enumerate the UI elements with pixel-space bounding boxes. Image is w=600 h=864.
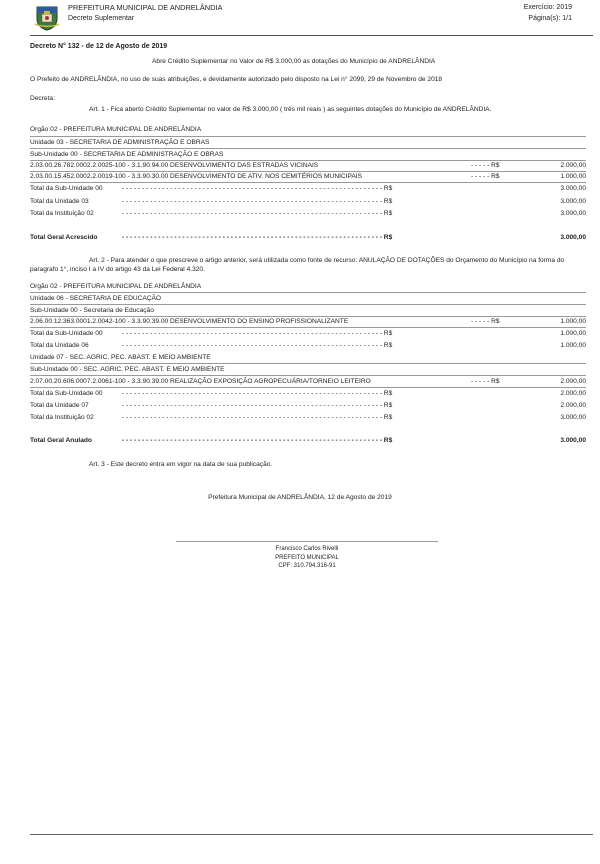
document-type: Decreto Suplementar bbox=[68, 15, 135, 22]
page-count: Página(s): 1/1 bbox=[528, 15, 572, 22]
table-row: Total da Unidade 06 - - - - - - - - - - - - - - - - - - - - - - - - - - - - - - - - - - - - - - - - - - - - - - - - - - - - - - - - - - - - - - - - - R$ 1.000,00 bbox=[30, 342, 586, 349]
signature-line bbox=[176, 541, 438, 542]
table-rule bbox=[30, 363, 586, 364]
table-row: Total da Sub-Unidade 00 - - - - - - - - - - - - - - - - - - - - - - - - - - - - - - - - - - - - - - - - - - - - - - - - - - - - - - - - - - - - - - - - - R$ 3.000,00 bbox=[30, 185, 586, 192]
table-rule bbox=[30, 148, 586, 149]
header-divider bbox=[30, 35, 593, 36]
footer-divider bbox=[30, 834, 593, 835]
table-rule bbox=[30, 316, 586, 317]
signer-name: Francisco Carlos Rivelli bbox=[275, 546, 339, 552]
subunidade-line: Sub-Unidade 00 - Secretaria de Educação bbox=[30, 307, 154, 314]
table-row: Total da Unidade 07 - - - - - - - - - - - - - - - - - - - - - - - - - - - - - - - - - - - - - - - - - - - - - - - - - - - - - - - - - - - - - - - - - R$ 2.000,00 bbox=[30, 402, 586, 409]
decree-summary: Abre Crédito Suplementar no Valor de R$ 3.000,00 as dotações do Município de ANDRELÂNDIA bbox=[152, 58, 436, 65]
table-rule bbox=[30, 160, 586, 161]
table-rule bbox=[30, 375, 586, 376]
municipal-crest-icon bbox=[34, 4, 60, 31]
article-2: Art. 2 - Para atender o que prescreve o artigo anterior, será utilizada como fonte de recurso: ANULAÇÃO DE DOTAÇÕES do Orçamento do Município na forma do paragrafo 1°, inciso I a IV do artigo 43 da Lei Federal 4.320. bbox=[30, 257, 565, 273]
orgao-line: Orgão 02 - PREFEITURA MUNICIPAL DE ANDRELÂNDIA bbox=[30, 126, 202, 133]
table-rule bbox=[30, 387, 586, 388]
table-rule bbox=[30, 182, 586, 183]
article-1: Art. 1 - Fica aberto Crédito Suplementar no valor de R$ 3.000,00 ( três mil reais ) as seguintes dotações do Município de ANDRELÂNDIA. bbox=[89, 106, 492, 113]
grand-total-row: Total Geral Acrescido - - - - - - - - - - - - - - - - - - - - - - - - - - - - - - - - - - - - - - - - - - - - - - - - - - - - - - - - - - - - - - - - - R$ 3.000,00 bbox=[30, 234, 586, 241]
orgao-line: Orgão 02 - PREFEITURA MUNICIPAL DE ANDRELÂNDIA bbox=[30, 283, 202, 290]
exercise-year: Exercício: 2019 bbox=[523, 4, 572, 11]
signer-role: PREFEITO MUNICIPAL bbox=[275, 554, 339, 561]
table-row: 2.03.00.26.782.0002.2.0025-100 - 3.1.90.94.00 DESENVOLVIMENTO DAS ESTRADAS VICINAIS - - - - - R$ 2.000,00 bbox=[30, 162, 586, 169]
table-row: Total da Sub-Unidade 00 - - - - - - - - - - - - - - - - - - - - - - - - - - - - - - - - - - - - - - - - - - - - - - - - - - - - - - - - - - - - - - - - - R$ 1.000,00 bbox=[30, 330, 586, 337]
table-rule bbox=[30, 171, 586, 172]
decree-title: Decreto N° 132 - de 12 de Agosto de 2019 bbox=[30, 43, 168, 50]
decree-preamble: O Prefeito de ANDRELÂNDIA, no uso de suas atribuições, e devidamente autorizado pelo disposto na Lei n° 2099, 29 de Novembro de 2018 bbox=[30, 76, 443, 83]
unidade-line: Unidade 03 - SECRETARIA DE ADMINISTRAÇÃO E OBRAS bbox=[30, 139, 210, 146]
table-row: Total da Instituição 02 - - - - - - - - - - - - - - - - - - - - - - - - - - - - - - - - - - - - - - - - - - - - - - - - - - - - - - - - - - - - - - - - - R$ 3.000,00 bbox=[30, 210, 586, 217]
subunidade-line: Sub-Unidade 00 - SECRETARIA DE ADMINISTRAÇÃO E OBRAS bbox=[30, 151, 224, 158]
table-rule bbox=[30, 136, 586, 137]
table-row: Total da Unidade 03 - - - - - - - - - - - - - - - - - - - - - - - - - - - - - - - - - - - - - - - - - - - - - - - - - - - - - - - - - - - - - - - - - R$ 3.000,00 bbox=[30, 198, 586, 205]
decreta-label: Decreta: bbox=[30, 95, 55, 102]
table-row: Total da Instituição 02 - - - - - - - - - - - - - - - - - - - - - - - - - - - - - - - - - - - - - - - - - - - - - - - - - - - - - - - - - - - - - - - - - R$ 3.000,00 bbox=[30, 414, 586, 421]
table-rule bbox=[30, 304, 586, 305]
unidade-line: Unidade 07 - SEC. AGRIC. PEC. ABAST. E MEIO AMBIENTE bbox=[30, 354, 211, 361]
subunidade-line: Sub-Unidade 00 - SEC. AGRIC. PEC. ABAST. E MEIO AMBIENTE bbox=[30, 366, 225, 373]
table-row: 2.07.00.20.606.0007.2.0061-100 - 3.3.90.39.00 REALIZAÇÃO EXPOSIÇÃO AGROPECUÁRIA/TORNEIO LEITEIRO - - - - - R$ 2.000,00 bbox=[30, 378, 586, 385]
signature-block bbox=[176, 545, 438, 571]
table-rule bbox=[30, 327, 586, 328]
article-3: Art. 3 - Este decreto entra em vigor na data de sua publicação. bbox=[89, 461, 273, 468]
table-row: Total da Sub-Unidade 00 - - - - - - - - - - - - - - - - - - - - - - - - - - - - - - - - - - - - - - - - - - - - - - - - - - - - - - - - - - - - - - - - - R$ 2.000,00 bbox=[30, 390, 586, 397]
municipality-name: PREFEITURA MUNICIPAL DE ANDRELÂNDIA bbox=[68, 3, 223, 12]
table-rule bbox=[30, 292, 586, 293]
place-date: Prefeitura Municipal de ANDRELÂNDIA, 12 de Agosto de 2019 bbox=[208, 494, 392, 501]
table-row: 2.06.00.12.363.0001.2.0042-100 - 3.3.90.39.00 DESENVOLVIMENTO DO ENSINO PROFISSIONALIZANTE - - - - - R$ 1.000,00 bbox=[30, 318, 586, 325]
grand-total-row: Total Geral Anulado - - - - - - - - - - - - - - - - - - - - - - - - - - - - - - - - - - - - - - - - - - - - - - - - - - - - - - - - - - - - - - - - - R$ 3.000,00 bbox=[30, 437, 586, 444]
table-row: 2.03.00.15.452.0002.2.0019-100 - 3.3.90.30.00 DESENVOLVIMENTO DE ATIV. NOS CEMITÉRIOS MUNICIPAIS - - - - - R$ 1.000,00 bbox=[30, 173, 586, 180]
unidade-line: Unidade 06 - SECRETARIA DE EDUCAÇÃO bbox=[30, 295, 162, 302]
signer-cpf: CPF: 310.794.316-91 bbox=[278, 563, 336, 569]
